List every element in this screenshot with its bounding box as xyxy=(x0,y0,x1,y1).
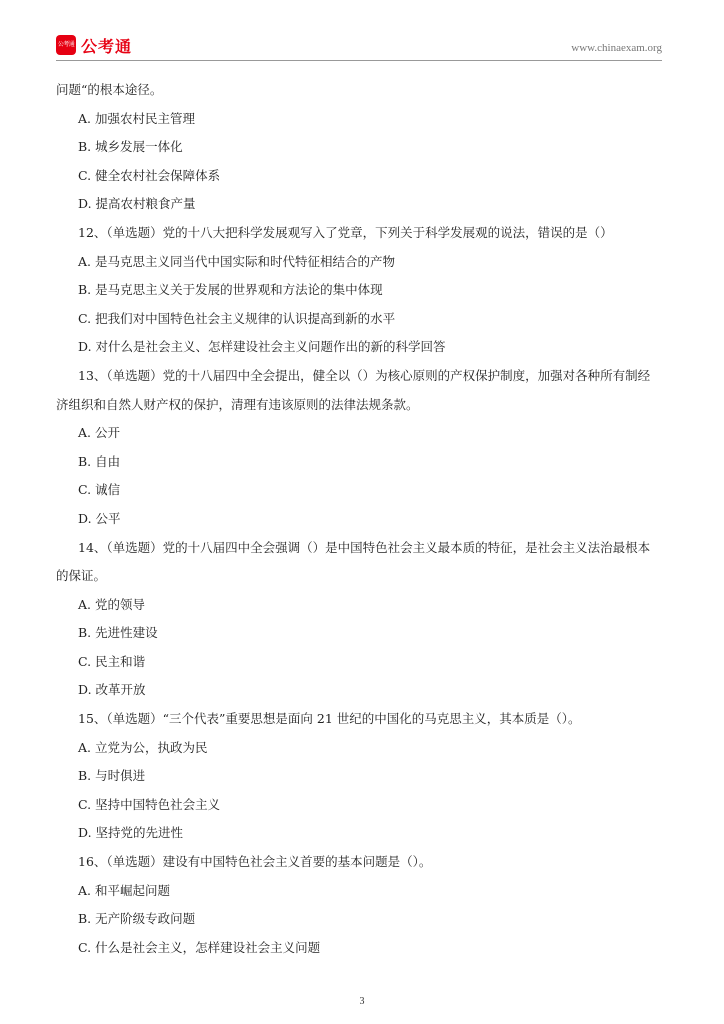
question-continuation: 的保证。 xyxy=(56,568,107,584)
answer-option: B. 自由 xyxy=(78,453,121,469)
answer-option: C. 民主和谐 xyxy=(78,653,146,669)
answer-option: A. 是马克思主义同当代中国实际和时代特征相结合的产物 xyxy=(78,253,395,269)
brand-logo xyxy=(56,34,132,56)
answer-option: A. 和平崛起问题 xyxy=(78,882,170,898)
answer-option: A. 公开 xyxy=(78,425,120,441)
question-text: 13、（单选题）党的十八届四中全会提出，健全以（）为核心原则的产权保护制度，加强对各种所有制经 xyxy=(78,367,651,383)
answer-option: D. 公平 xyxy=(78,510,121,526)
logo-text: 公考通 xyxy=(81,36,133,56)
question-text: 16、（单选题）建设有中国特色社会主义首要的基本问题是（）。 xyxy=(78,854,432,870)
page-number: 3 xyxy=(359,996,365,1007)
question-text: 12、（单选题）党的十八大把科学发展观写入了党章，下列关于科学发展观的说法，错误的是（） xyxy=(78,224,613,240)
answer-option: C. 健全农村社会保障体系 xyxy=(78,167,221,183)
answer-option: B. 是马克思主义关于发展的世界观和方法论的集中体现 xyxy=(78,282,383,298)
answer-option: C. 坚持中国特色社会主义 xyxy=(78,796,221,812)
answer-option: D. 对什么是社会主义、怎样建设社会主义问题作出的新的科学回答 xyxy=(78,339,446,355)
answer-option: B. 无产阶级专政问题 xyxy=(78,911,196,927)
question-text: 15、（单选题）“三个代表”重要思想是面向 21 世纪的中国化的马克思主义，其本质是（）。 xyxy=(78,711,581,727)
answer-option: D. 提高农村粮食产量 xyxy=(78,196,196,212)
question-continuation: 问题“的根本途径。 xyxy=(56,82,163,97)
answer-option: B. 先进性建设 xyxy=(78,625,158,641)
document-body xyxy=(56,76,670,962)
answer-option: A. 加强农村民主管理 xyxy=(78,110,195,126)
header-divider xyxy=(56,60,662,61)
answer-option: C. 诚信 xyxy=(78,482,121,498)
answer-option: A. 党的领导 xyxy=(78,596,145,612)
question-continuation: 济组织和自然人财产权的保护，清理有违该原则的法律法规条款。 xyxy=(56,396,419,412)
answer-option: B. 与时俱进 xyxy=(78,768,146,784)
page-header xyxy=(56,34,662,60)
answer-option: C. 什么是社会主义，怎样建设社会主义问题 xyxy=(78,939,321,955)
answer-option: A. 立党为公，执政为民 xyxy=(78,739,208,755)
answer-option: B. 城乡发展一体化 xyxy=(78,139,183,155)
site-url: www.chinaexam.org xyxy=(571,42,662,54)
question-text: 14、（单选题）党的十八届四中全会强调（）是中国特色社会主义最本质的特征，是社会主义法治最根本 xyxy=(78,539,651,555)
answer-option: D. 坚持党的先进性 xyxy=(78,825,184,841)
answer-option: D. 改革开放 xyxy=(78,682,146,698)
answer-option: C. 把我们对中国特色社会主义规律的认识提高到新的水平 xyxy=(78,310,396,326)
logo-badge-icon: 公考通 xyxy=(56,35,76,55)
